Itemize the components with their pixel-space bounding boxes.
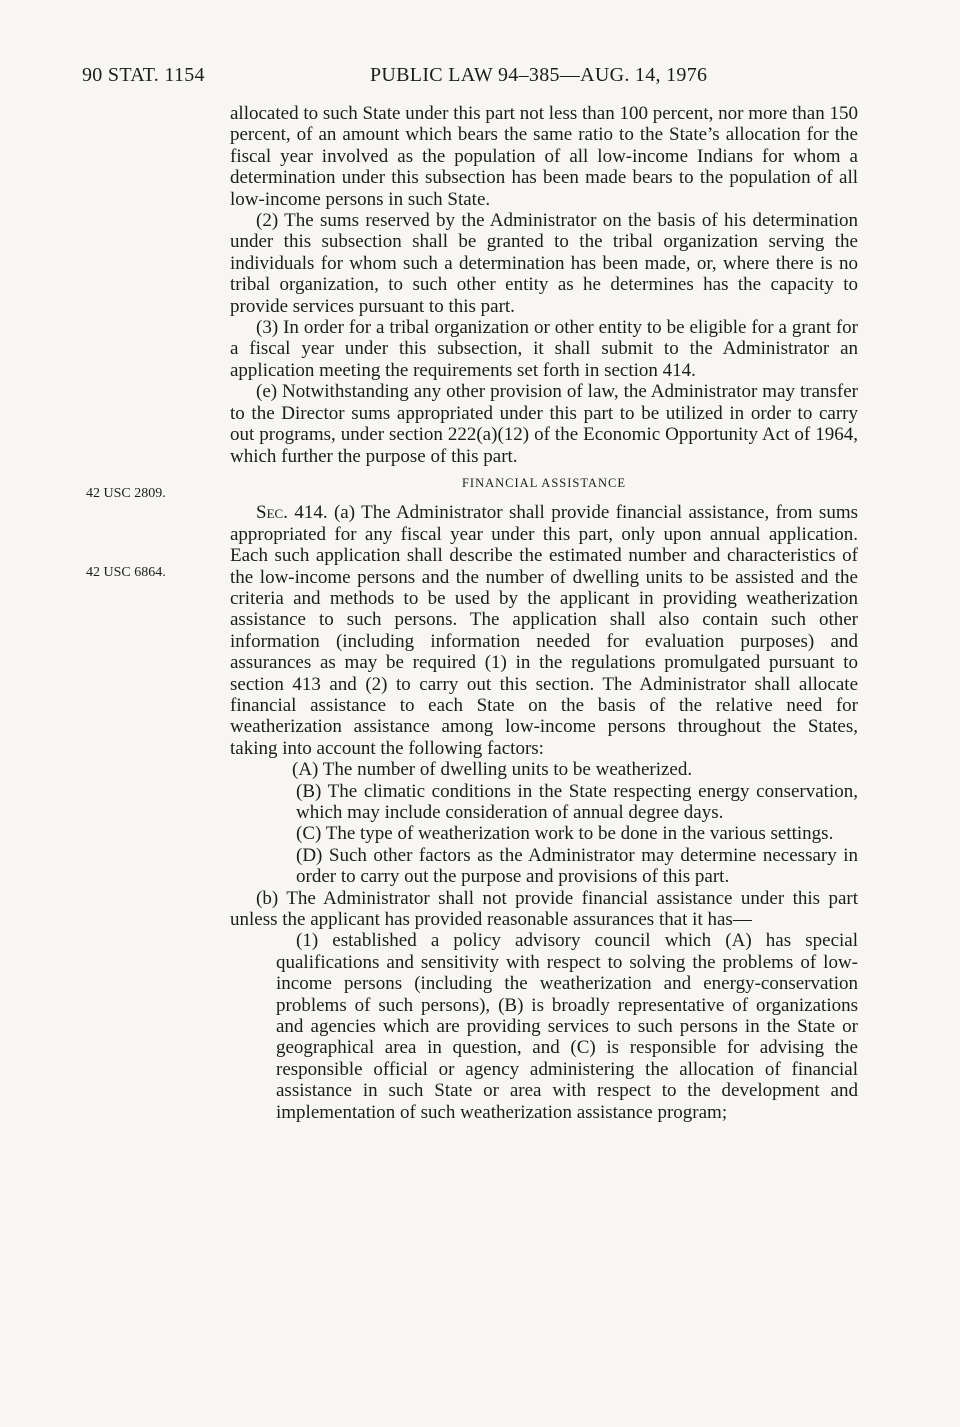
margin-citation-2809: 42 USC 2809. <box>86 486 166 501</box>
section-414-a <box>230 502 858 759</box>
paragraph-d3: (3) In order for a tribal organization or other entity to be eligible for a grant for a fiscal year under this subsection, it shall submit to the Administrator an application meeting the requirements set forth in section 414. <box>230 317 858 381</box>
section-heading: FINANCIAL ASSISTANCE <box>461 475 627 490</box>
paragraph-continued: allocated to such State under this part not less than 100 percent, nor more than 150 percent, of an amount which bears the same ratio to the State’s allocation for the fiscal year involved as the population of all low-income Indians for whom a determination under this subsection has been made bears to the population of all low-income persons in such State. <box>230 103 858 210</box>
factor-b: (B) The climatic conditions in the State respecting energy conservation, which may include consideration of annual degree days. <box>296 780 858 823</box>
section-label: Sec. <box>256 502 288 524</box>
paragraph-e: (e) Notwithstanding any other provision of law, the Administrator may transfer to the Director sums appropriated under this part to be utilized in order to carry out programs, under section 222(a)(12) of the Economic Opportunity Act of 1964, which further the purpose of this part. <box>230 381 858 467</box>
page-number: 90 STAT. 1154 <box>82 64 205 86</box>
statute-body <box>230 103 858 1123</box>
factor-c: (C) The type of weatherization work to be done in the various settings. <box>296 823 834 845</box>
factor-a: (A) The number of dwelling units to be weatherized. <box>292 759 693 781</box>
running-header: PUBLIC LAW 94–385—AUG. 14, 1976 <box>370 64 708 86</box>
paragraph-d2: (2) The sums reserved by the Administrator on the basis of his determination under this subsection shall be granted to the tribal organization serving the individuals for whom such a determination has been made, or, where there is no tribal organization, to such other entity as he determines has the capacity to provide services pursuant to this part. <box>230 210 858 317</box>
factor-d: (D) Such other factors as the Administrator may determine necessary in order to carry out the purpose and provisions of this part. <box>296 844 858 888</box>
section-414-a-text: 414. (a) The Administrator shall provide financial assistance, from sums appropriated for any fiscal year under this part, only upon annual application. Each such application shall describe the estimated number and characteristics of the low-income persons and the number of dwelling units to be assisted and the criteria and methods to be used by the applicant in providing weatherization assistance to such persons. The application shall also contain such other information (including information needed for evaluation purposes) and assurances as may be required (1) in the regulations promulgated pursuant to section 413 and (2) to carry out this section. The Administrator shall allocate financial assistance to each State on the basis of the relative need for weatherization assistance among low-income persons throughout the States, taking into account the following factors: <box>230 502 858 759</box>
paragraph-b: (b) The Administrator shall not provide financial assistance under this part unless the applicant has provided reasonable assurances that it has— <box>230 887 858 931</box>
margin-citation-6864: 42 USC 6864. <box>86 565 166 580</box>
assurance-1: (1) established a policy advisory council which (A) has special qualifications and sensitivity with respect to solving the problems of low-income persons (including the weatherization and energy-conservation problems of such persons), (B) is broadly representative of organizations and agencies which are providing services to such persons in the State or geographical area in question, and (C) is responsible for advising the responsible official or agency administering the allocation of financial assistance in such State or area with respect to the development and implementation of such weatherization assistance program; <box>276 930 858 1123</box>
